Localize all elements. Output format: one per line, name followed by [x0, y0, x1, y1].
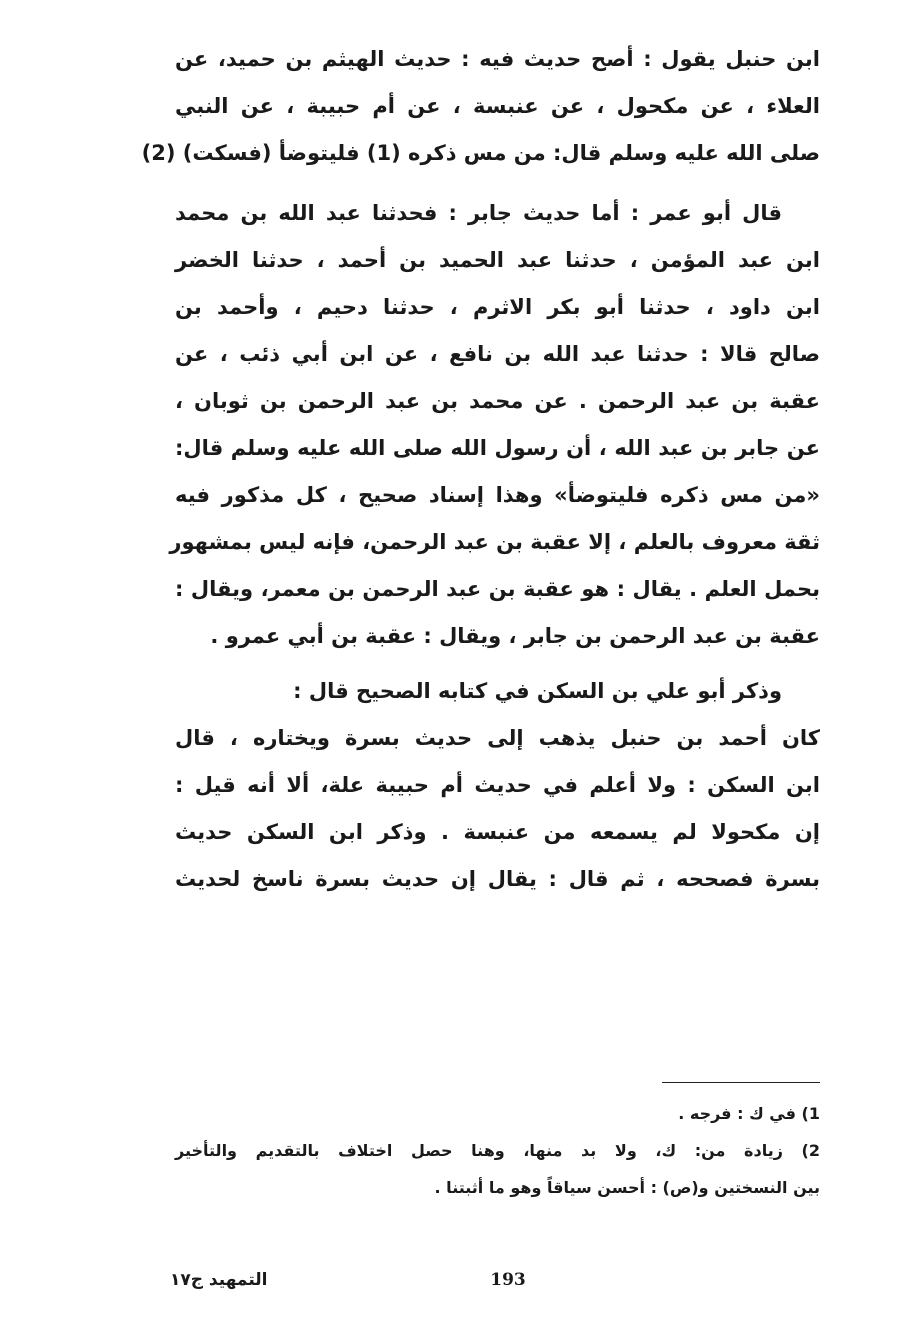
text-line: عن جابر بن عبد الله ، أن رسول الله صلى الله عليه وسلم قال: — [175, 436, 820, 460]
running-title: التمهيد ج١٧ — [170, 1270, 268, 1290]
text-line: ابن عبد المؤمن ، حدثنا عبد الحميد بن أحمد ، حدثنا الخضر — [175, 248, 820, 272]
text-line: صلى الله عليه وسلم قال: من مس ذكره (1) فليتوضأ (فسكت) (2) — [141, 141, 820, 165]
text-line: ابن داود ، حدثنا أبو بكر الاثرم ، حدثنا دحيم ، وأحمد بن — [175, 295, 820, 319]
text-line: إن مكحولا لم يسمعه من عنبسة . وذكر ابن السكن حديث — [175, 820, 820, 844]
paragraph-3 — [175, 668, 820, 903]
paragraph-2 — [169, 190, 820, 660]
footnote-divider — [662, 1082, 820, 1083]
footnotes — [175, 1095, 820, 1206]
text-line: عقبة بن عبد الرحمن . عن محمد بن عبد الرحمن بن ثوبان ، — [175, 389, 820, 413]
text-line: «من مس ذكره فليتوضأ» وهذا إسناد صحيح ، كل مذكور فيه — [175, 483, 820, 507]
text-line: عقبة بن عبد الرحمن بن جابر ، ويقال : عقبة بن أبي عمرو . — [210, 624, 820, 648]
text-line: كان أحمد بن حنبل يذهب إلى حديث بسرة ويختاره ، قال — [175, 726, 820, 750]
text-line: ابن السكن : ولا أعلم في حديث أم حبيبة علة، ألا أنه قيل : — [175, 773, 820, 797]
text-line: صالح قالا : حدثنا عبد الله بن نافع ، عن ابن أبي ذئب ، عن — [175, 342, 820, 366]
footnote-2: 2) زيادة من: ك، ولا بد منها، وهنا حصل اختلاف بالتقديم والتأخير — [175, 1141, 820, 1160]
text-line: ابن حنبل يقول : أصح حديث فيه : حديث الهيثم بن حميد، عن — [175, 47, 820, 71]
paragraph-1 — [141, 36, 820, 177]
text-line: بسرة فصححه ، ثم قال : يقال إن حديث بسرة ناسخ لحديث — [175, 867, 820, 891]
text-line: العلاء ، عن مكحول ، عن عنبسة ، عن أم حبيبة ، عن النبي — [175, 94, 820, 118]
page-number: 193 — [490, 1270, 526, 1290]
footnote-1: 1) في ك : فرجه . — [678, 1104, 820, 1123]
text-line: ثقة معروف بالعلم ، إلا عقبة بن عبد الرحمن، فإنه ليس بمشهور — [169, 530, 820, 554]
footnote-2-continuation: بين النسختين و(ص) : أحسن سياقاً وهو ما أثبتنا . — [434, 1178, 820, 1197]
text-line: قال أبو عمر : أما حديث جابر : فحدثنا عبد الله بن محمد — [175, 201, 782, 225]
text-line: بحمل العلم . يقال : هو عقبة بن عبد الرحمن بن معمر، ويقال : — [175, 577, 820, 601]
text-line: وذكر أبو علي بن السكن في كتابه الصحيح قال : — [293, 679, 782, 703]
